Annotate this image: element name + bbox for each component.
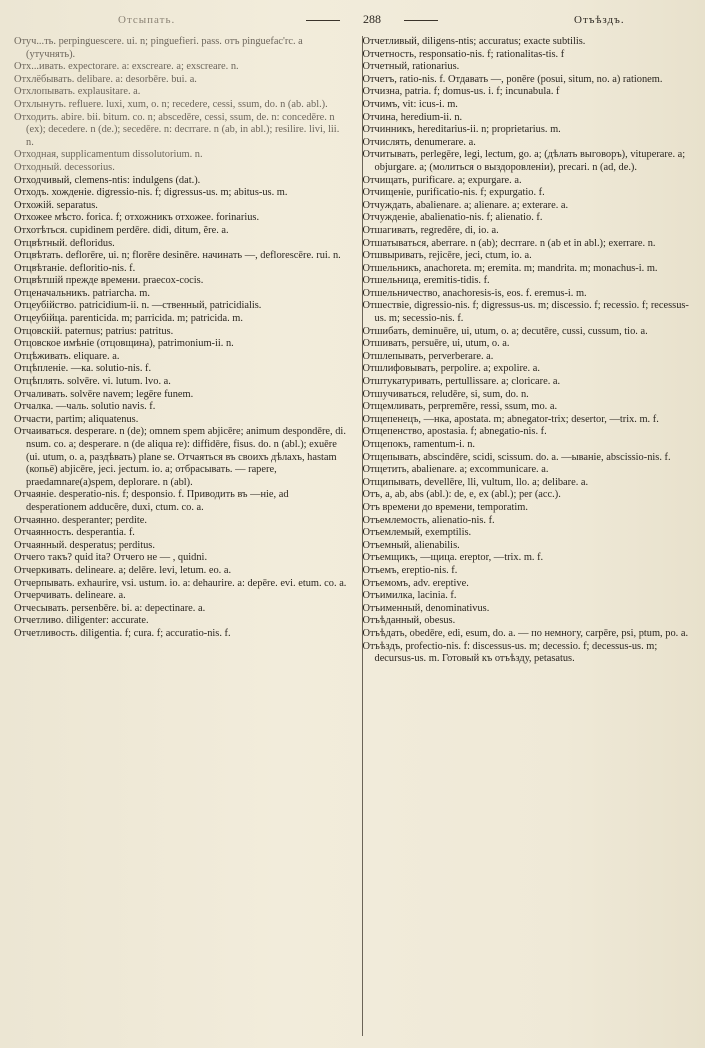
dictionary-entry: Отх...ивать. expectorare. a: exscreare. a; exscreare. n. bbox=[14, 61, 239, 73]
dictionary-entry: Отшельникъ, anachoreta. m; eremita. m; mandrita. m; monachus-i. m. bbox=[362, 262, 658, 274]
dictionary-entry: Отчаиваться. desperare. n (de); omnem spem abjicēre; animum despondēre, di. nsum. co. a; desperare. n (de aliqua re): diffidēre, fisus. do. n (abl.); exuēre (ui. utum, o. a, раздѣвать) plane se. Отчаяться въ своихъ дѣлахъ, hastam (копьё) abjicēre, jeci. jectum. io. a; отбрасывать. — rapere, praedamnare(a)spem, deplorare. n (abl). bbox=[14, 426, 349, 488]
dictionary-entry: Отшлифовывать, perpolire. a; expolire. a. bbox=[362, 363, 540, 375]
dictionary-entry: Отцвѣтный. defloridus. bbox=[14, 237, 115, 249]
dictionary-entry: Отчаянный. desperatus; perditus. bbox=[14, 539, 155, 551]
dictionary-entry: Отцовскій. paternus; patrius: patritus. bbox=[14, 325, 174, 337]
dictionary-entry: Отчетъ, ratio-nis. f. Отдавать —, ponēre (posui, situm, no. a) rationem. bbox=[362, 73, 663, 85]
dictionary-entry: Отщетить, abalienare. a; excommunicare. a. bbox=[362, 464, 549, 476]
dictionary-entry: Отчаливать. solvēre navem; legēre funem. bbox=[14, 388, 194, 400]
dictionary-entry: Отхожее мѣсто. forica. f; отхожникъ отхожее. forinarius. bbox=[14, 212, 260, 224]
dictionary-entry: Отходъ. хожденіе. digressio-nis. f; digressus-us. m; abitus-us. m. bbox=[14, 187, 288, 199]
dictionary-entry: Отчищать, purificare. a; expurgare. a. bbox=[362, 174, 522, 186]
dictionary-entry: Отцвѣтаніе. defloritio-nis. f. bbox=[14, 262, 136, 274]
dictionary-entry: Отчищеніе, purificatio-nis. f; expurgatio. f. bbox=[362, 187, 545, 199]
columns bbox=[14, 36, 695, 666]
dictionary-entry: Отчитывать, perlegēre, legi, lectum, go. a; (дѣлать выговоръ), vituperare. a; objurgare. a; (молиться о выздоровленіи), precari. n (ad, de.). bbox=[362, 149, 688, 173]
dictionary-entry: Отчесывать. persenbēre. bi. a: depectinare. a. bbox=[14, 602, 206, 614]
dictionary-entry: Отходный. decessorius. bbox=[14, 161, 115, 173]
dictionary-entry: Отщепенецъ, —нка, apostata. m; abnegator-trix; desertor, —trix. m. f. bbox=[362, 413, 659, 425]
dictionary-entry: Отцеубійство. patricidium-ii. n. —ственный, patricidialis. bbox=[14, 300, 262, 312]
dictionary-entry: Отшивать, persuēre, ui, utum, o. a. bbox=[362, 338, 510, 350]
left-column bbox=[14, 36, 355, 666]
header-right-catchword: Отъѣздъ. bbox=[574, 14, 625, 26]
dictionary-entry: Отцѣплять. solvēre. vi. lutum. lvo. a. bbox=[14, 376, 171, 388]
dictionary-entry: Отщемливать, perpremēre, ressi, ssum, mo. a. bbox=[362, 401, 558, 413]
dictionary-entry: Отчетливо. diligenter: accurate. bbox=[14, 615, 149, 627]
dictionary-entry: Отчужденіе, abalienatio-nis. f; alienatio. f. bbox=[362, 212, 543, 224]
dictionary-entry: Отчалка. —чаль. solutio navis. f. bbox=[14, 401, 156, 413]
dictionary-entry: Отшибать, deminuēre, ui, utum, o. a; decutēre, cussi, cussum, tio. a. bbox=[362, 325, 648, 337]
dictionary-entry: Отъѣданный, obesus. bbox=[362, 615, 456, 627]
dictionary-entry: Отщепокъ, ramentum-i. n. bbox=[362, 439, 475, 450]
dictionary-entry: Отцвѣтшій прежде времени. praecox-cocis. bbox=[14, 275, 204, 287]
dictionary-entry: Отшатываться, aberrare. n (ab); decrrare. n (ab et in abl.); exerrare. n. bbox=[362, 237, 656, 249]
dictionary-entry: Отшагивать, regredēre, di, io. a. bbox=[362, 224, 499, 236]
dictionary-entry: Отчеркивать. delineare. a; delēre. levi, letum. eo. a. bbox=[14, 564, 232, 576]
dictionary-entry: Отхлынуть. refluere. luxi, xum, o. n; recedere, cessi, ssum, do. n (ab. abl.). bbox=[14, 98, 328, 110]
dictionary-entry: Отчетливый, diligens-ntis; accuratus; exacte subtilis. bbox=[362, 36, 586, 47]
dictionary-entry: Отщепенство, apostasia. f; abnegatio-nis. f. bbox=[362, 426, 547, 438]
dictionary-entry: Отшучиваться, reludēre, si, sum, do. n. bbox=[362, 388, 529, 400]
dictionary-entry: Отчерпывать. exhaurire, vsi. ustum. io. a: dehaurire. a: depēre. evi. etum. co. a. bbox=[14, 577, 347, 589]
dictionary-entry: Отъемъ, ereptio-nis. f. bbox=[362, 564, 458, 576]
dictionary-entry: Отцвѣтать. deflorēre, ui. n; florēre desinēre. начинать —, deflorescēre. rui. n. bbox=[14, 250, 341, 262]
dictionary-entry: Отходчивый, clemens-ntis: indulgens (dat.). bbox=[14, 174, 201, 186]
dictionary-entry: Отчаянно. desperanter; perdite. bbox=[14, 514, 147, 526]
dictionary-entry: Отъ, a, ab, abs (abl.): de, e, ex (abl.); per (acc.). bbox=[362, 489, 561, 501]
dictionary-entry: Отъимилка, lacinia. f. bbox=[362, 590, 457, 602]
dictionary-entry: Отшельничество, anachoresis-is, eos. f. eremus-i. m. bbox=[362, 287, 587, 299]
dictionary-entry: Отшествіе, digressio-nis. f; digressus-us. m; discessio. f; recessio. f; recessus-us. m; secessio-nis. f. bbox=[362, 300, 689, 325]
dictionary-entry: Отщипывать, devellēre, lli, vultum, llo. a; delibare. a. bbox=[362, 476, 589, 488]
dictionary-entry: Отштукатуривать, pertullissare. a; cloricare. a. bbox=[362, 376, 561, 388]
page-number: 288 bbox=[342, 12, 402, 27]
dictionary-entry: Отъѣздъ, profectio-nis. f: discessus-us. m; decessio. f; decessus-us. m; decursus-us. m. Готовый къ отъѣзду, petasatus. bbox=[362, 640, 660, 665]
dictionary-entry: Отхлёбывать. delibare. a: desorbēre. bui. a. bbox=[14, 73, 197, 85]
dictionary-entry: Отчерчивать. delineare. a. bbox=[14, 590, 126, 602]
dictionary-entry: Отъемный, alienabilis. bbox=[362, 539, 460, 551]
dictionary-entry: Отшлепывать, perverberare. a. bbox=[362, 350, 494, 362]
page-header bbox=[14, 12, 695, 30]
dictionary-entry: Отходить. abire. bii. bitum. co. n; abscedēre, cessi, ssum, de. n: concedēre. n (ex); decedere. n (de.); secedēre. n: decrrare. n (ab, in abl.); resilire. livi, lii. n. bbox=[14, 111, 342, 148]
dictionary-entry: Отщепывать, abscindēre, scidi, scissum. do. a. —ываніе, abscissio-nis. f. bbox=[362, 451, 671, 463]
dictionary-entry: Отчимъ, vit: icus-i. m. bbox=[362, 98, 458, 110]
dictionary-entry: Отцѣживать. eliquare. a. bbox=[14, 350, 120, 362]
dictionary-entry: Отцеубійца. parenticida. m; parricida. m; patricida. m. bbox=[14, 313, 243, 325]
dictionary-entry: Отчего такъ? quid ita? Отчего не — , quidni. bbox=[14, 552, 208, 564]
dictionary-entry: Отъемлемость, alienatio-nis. f. bbox=[362, 514, 495, 526]
header-left-catchword: Отсыпать. bbox=[118, 14, 176, 26]
dictionary-entry: Отчуждать, abalienare. a; alienare. a; exterare. a. bbox=[362, 199, 569, 211]
dictionary-entry: Отчаяніе. desperatio-nis. f; desponsio. f. Приводить въ —ніе, ad desperationem adducēre, duxi, ctum. co. a. bbox=[14, 489, 292, 513]
dictionary-entry: Отхожій. separatus. bbox=[14, 199, 98, 211]
dictionary-entry: Отуч...ть. perpinguescere. ui. n; pinguefieri. pass. отъ pinguefac'rc. a (утучнять). bbox=[14, 36, 306, 60]
dictionary-entry: Отчасти, partim; aliquatenus. bbox=[14, 413, 139, 425]
dictionary-entry: Отхлопывать. explausitare. a. bbox=[14, 86, 141, 98]
dictionary-entry: Отцовское имѣніе (отцовщина), patrimonium-ii. n. bbox=[14, 338, 234, 350]
dictionary-entry: Отшвыривать, rejicēre, jeci, ctum, io. a. bbox=[362, 250, 532, 262]
dictionary-entry: Отценачальникъ. patriarcha. m. bbox=[14, 287, 150, 299]
dictionary-entry: Отчетливость. diligentia. f; cura. f; accuratio-nis. f. bbox=[14, 627, 231, 639]
dictionary-entry: Отъ времени до времени, temporatim. bbox=[362, 501, 528, 513]
dictionary-entry: Отшельница, eremitis-tidis. f. bbox=[362, 275, 490, 287]
dictionary-entry: Отхотѣться. cupidinem perdēre. didi, ditum, ĕre. a. bbox=[14, 224, 229, 236]
dictionary-entry: Отчетный, rationarius. bbox=[362, 61, 460, 73]
dictionary-entry: Отчаянность. desperantia. f. bbox=[14, 527, 135, 539]
dictionary-entry: Отчина, heredium-ii. n. bbox=[362, 111, 463, 123]
dictionary-entry: Отъименный, denominativus. bbox=[362, 602, 490, 614]
dictionary-entry: Отчислять, denumerare. a. bbox=[362, 136, 476, 148]
column-divider bbox=[362, 36, 363, 1036]
dictionary-entry: Отъемомъ, adv. ereptive. bbox=[362, 577, 469, 589]
dictionary-entry: Отъемщикъ, —щица. ereptor, —trix. m. f. bbox=[362, 552, 544, 564]
dictionary-entry: Отчизна, patria. f; domus-us. i. f; incunabula. f bbox=[362, 86, 560, 98]
dictionary-entry: Отъѣдать, obedēre, edi, esum, do. a. — по немногу, carpēre, psi, ptum, po. a. bbox=[362, 627, 689, 639]
dictionary-entry: Отцѣпленіе. —ка. solutio-nis. f. bbox=[14, 363, 152, 375]
dictionary-entry: Отходная, supplicamentum dissolutorium. n. bbox=[14, 149, 203, 161]
dictionary-entry: Отчетность, responsatio-nis. f; rationalitas-tis. f bbox=[362, 48, 565, 60]
dictionary-entry: Отъемлемый, exemptilis. bbox=[362, 527, 472, 539]
dictionary-entry: Отчинникъ, hereditarius-ii. n; proprietarius. m. bbox=[362, 124, 561, 136]
right-column bbox=[355, 36, 696, 666]
